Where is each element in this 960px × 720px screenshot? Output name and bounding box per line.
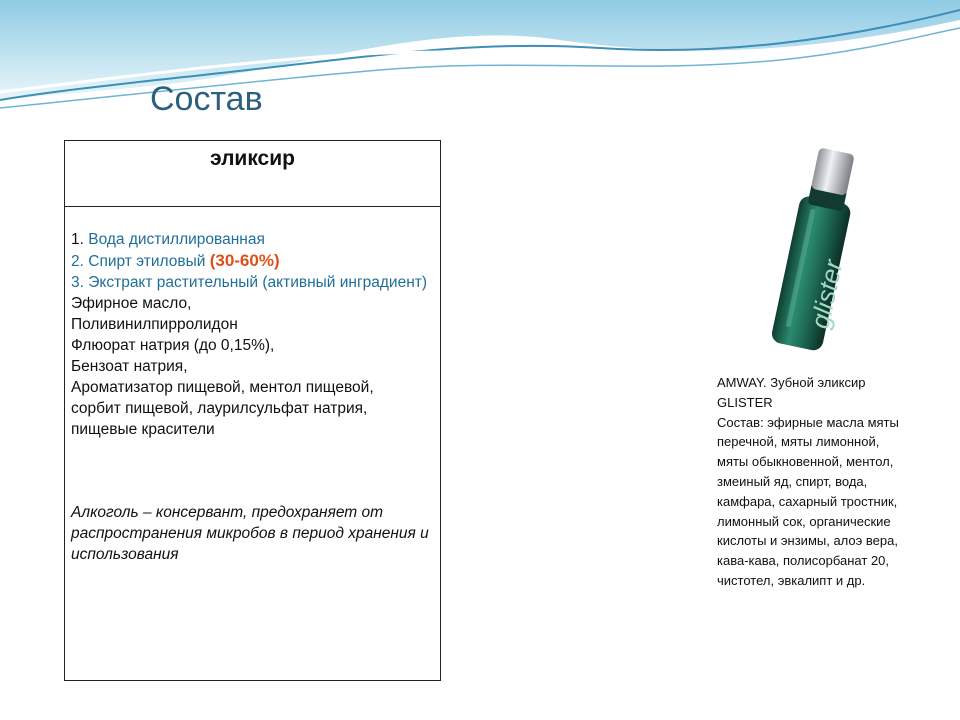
- ingredient-line: Эфирное масло,: [71, 295, 192, 312]
- product-logo-text: glister: [804, 257, 849, 332]
- preservative-note: Алкоголь – консервант, предохраняет от распространения микробов в период хранения и использования: [71, 504, 429, 563]
- product-image: [730, 140, 894, 362]
- table-header: эликсир: [65, 141, 440, 207]
- ingredient-line: сорбит пищевой, лаурилсульфат натрия,: [71, 400, 368, 417]
- caption-line: чистотел, эвкалипт и др.: [717, 572, 866, 588]
- ingredient-text: Вода дистиллированная: [88, 231, 265, 248]
- ingredient-number: 1.: [71, 231, 84, 248]
- caption-line: Состав: эфирные масла мяты: [717, 414, 899, 430]
- slide-title: Состав: [150, 80, 263, 118]
- ingredient-line: Флюорат натрия (до 0,15%),: [71, 337, 275, 354]
- ingredient-number: 3.: [71, 274, 84, 291]
- caption-line: змеиный яд, спирт, вода,: [717, 473, 868, 489]
- caption-line: мяты обыкновенной, ментол,: [717, 454, 894, 470]
- caption-line: перечной, мяты лимонной,: [717, 434, 880, 450]
- caption-line: кислоты и энзимы, алоэ вера,: [717, 533, 898, 549]
- ingredient-text: Спирт этиловый: [88, 253, 206, 270]
- caption-line: GLISTER: [717, 394, 773, 410]
- wave-header-decoration: [0, 0, 960, 130]
- composition-table: [64, 140, 441, 681]
- ingredient-line: Ароматизатор пищевой, ментол пищевой,: [71, 379, 374, 396]
- ingredient-item: [71, 272, 434, 293]
- ingredient-line: Бензоат натрия,: [71, 358, 188, 375]
- caption-line: кава-кава, полисорбанат 20,: [717, 553, 890, 569]
- ingredient-number: 2.: [71, 253, 84, 270]
- alcohol-percentage: (30-60%): [209, 251, 280, 270]
- bottle-illustration: [730, 140, 894, 362]
- ingredient-text: Экстракт растительный (активный инградиент): [88, 274, 428, 291]
- table-body: [65, 207, 440, 565]
- caption-line: AMWAY. Зубной эликсир: [717, 375, 866, 390]
- ingredient-item: [71, 250, 434, 272]
- caption-line: камфара, сахарный тростник,: [717, 493, 898, 509]
- ingredient-item: [71, 229, 434, 250]
- caption-line: лимонный сок, органические: [717, 513, 891, 529]
- ingredient-line: Поливинилпирролидон: [71, 316, 238, 333]
- product-caption: [717, 373, 947, 591]
- ingredient-line: пищевые красители: [71, 421, 215, 438]
